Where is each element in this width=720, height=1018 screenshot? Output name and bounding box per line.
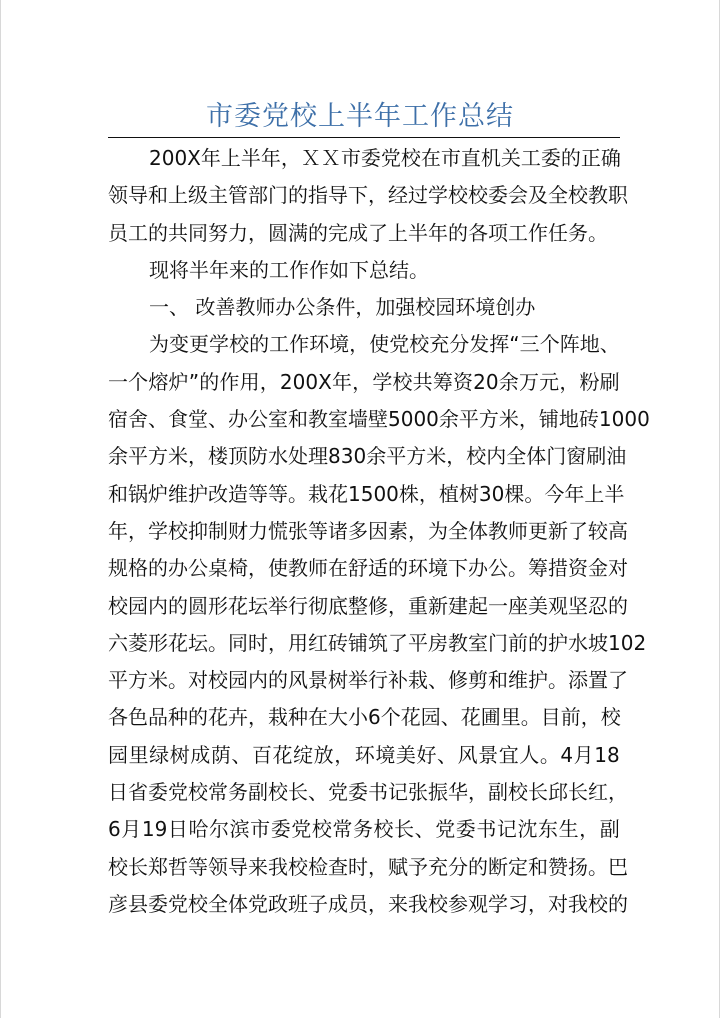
paragraph-line: 平 方 米 。 对 校 园 内 的 风 景 树 举 行 补 栽 、 修 剪 和 维 护 。 添 置 了 [108,668,628,693]
paragraph-line: 6 月 19 日 哈 尔 滨 市 委 党 校 常 务 校 长 、 党 委 书 记 沈 东 生 ， 副 [108,817,620,842]
paragraph-line: 现将半年来的工作作如下总结。 [149,257,429,282]
document-body [108,140,650,923]
paragraph-line: 年 ， 学 校 抑 制 财 力 慌 张 等 诸 多 因 素 ， 为 全 体 教 师 更 新 了 较 高 [108,518,628,543]
paragraph-line: 园 里 绿 树 成 荫 、 百 花 绽 放 ， 环 境 美 好 、 风 景 宜 人 。 4 月 18 [108,742,620,767]
paragraph-line: 日 省 委 党 校 常 务 副 校 长 、 党 委 书 记 张 振 华 ， 副 校 长 邱 长 红 ， [108,780,628,805]
paragraph-line: 领 导 和 上 级 主 管 部 门 的 指 导 下 ， 经 过 学 校 校 委 会 及 全 校 教 职 [108,183,628,208]
paragraph-line: 校 长 郑 哲 等 领 导 来 我 校 检 查 时 ， 赋 予 充 分 的 断 定 和 赞 扬 。 巴 [108,854,628,879]
document-title: 市委党校上半年工作总结 [206,101,514,132]
paragraph-line: 规 格 的 办 公 桌 椅 ， 使 教 师 在 舒 适 的 环 境 下 办 公 。 筹 措 资 金 对 [108,556,628,581]
title-divider [108,137,620,138]
paragraph-line: 校 园 内 的 圆 形 花 坛 举 行 彻 底 整 修 ， 重 新 建 起 一 座 美 观 坚 忍 的 [108,593,628,618]
paragraph-line: 为 变 更 学 校 的 工 作 环 境 ， 使 党 校 充 分 发 挥 “ 三 个 阵 地 、 [149,332,620,357]
paragraph-line: 200X 年 上 半 年 ， Ｘ Ｘ 市 委 党 校 在 市 直 机 关 工 委 的 正 确 [149,146,621,170]
paragraph-line: 宿 舍 、 食 堂 、 办 公 室 和 教 室 墙 壁 5000 余 平 方 米 ， 铺 地 砖 1000 [108,407,650,432]
paragraph-line: 员工的共同努力，圆满的完成了上半年的各项工作任务。 [108,220,608,245]
paragraph-line: 和 锅 炉 维 护 改 造 等 等 。 栽 花 1500 株 ， 植 树 30 棵 。 今 年 上 半 [108,481,625,506]
paragraph-line: 一、 改善教师办公条件，加强校园环境创办 [149,295,536,320]
paragraph-line: 彦 县 委 党 校 全 体 党 政 班 子 成 员 ， 来 我 校 参 观 学 习 ， 对 我 校 的 [108,891,628,916]
paragraph-line: 余 平 方 米 ， 楼 顶 防 水 处 理 830 余 平 方 米 ， 校 内 全 体 门 窗 刷 油 [108,444,627,469]
paragraph-line: 各 色 品 种 的 花 卉 ， 栽 种 在 大 小 6 个 花 园 、 花 圃 里 。 目 前 ， 校 [108,705,621,730]
paragraph-line: 一 个 熔 炉 ” 的 作 用 ， 200X 年 ， 学 校 共 筹 资 20 余 万 元 ， 粉 刷 [108,369,620,394]
paragraph-line: 六 菱 形 花 坛 。 同 时 ， 用 红 砖 铺 筑 了 平 房 教 室 门 前 的 护 水 坡 102 [108,630,647,655]
